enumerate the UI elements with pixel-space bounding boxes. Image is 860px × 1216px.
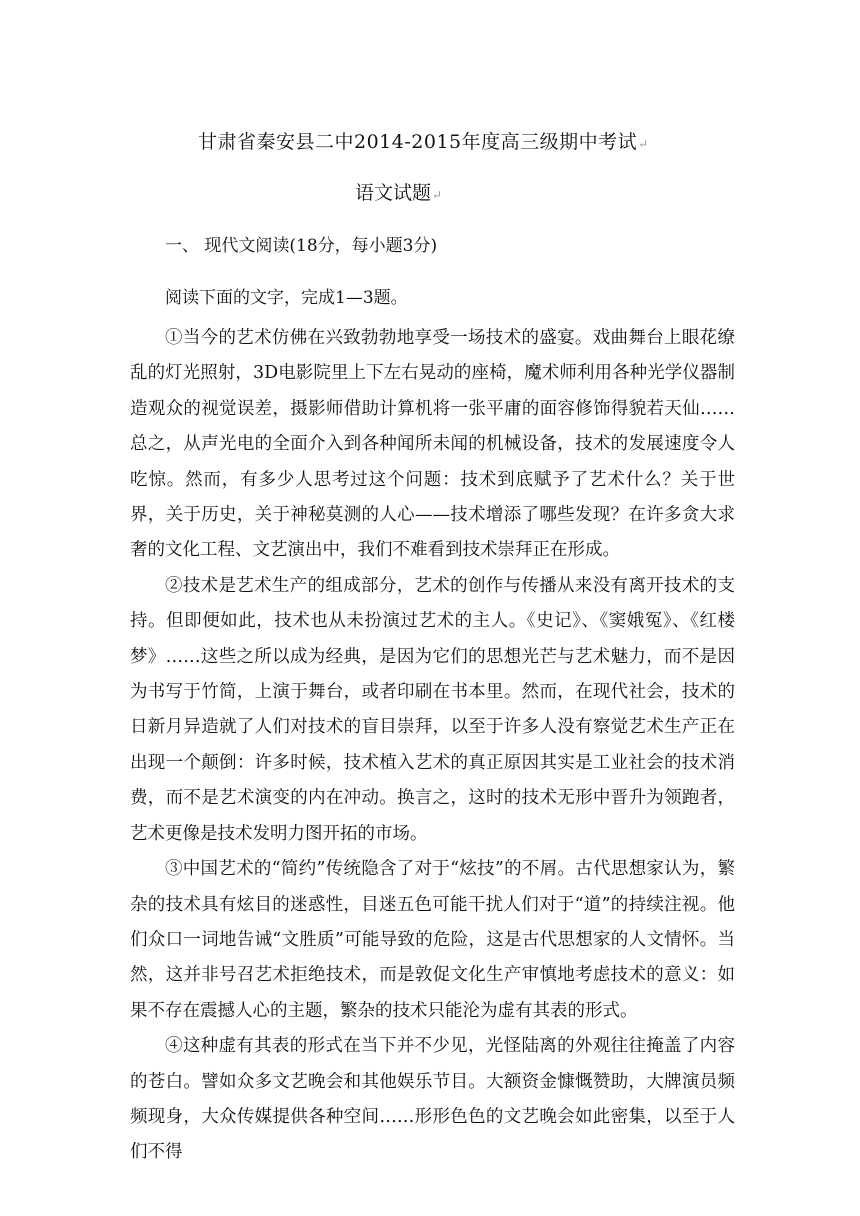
passage-paragraph-3: ③中国艺术的“简约”传统隐含了对于“炫技”的不屑。古代思想家认为，繁杂的技术具有炫目的迷惑性，目迷五色可能干扰人们对于“道”的持续注视。他们众口一词地告诫“文胜质”可能导致的危险，这是古代思想家的人文情怀。当然，这并非号召艺术拒绝技术，而是敦促文化生产审慎地考虑技术的意义：如果不存在震撼人心的主题，繁杂的技术只能沦为虚有其表的形式。: [130, 859, 735, 1021]
exam-subtitle: [355, 178, 442, 205]
passage-paragraph-2: ②技术是艺术生产的组成部分，艺术的创作与传播从来没有离开技术的支持。但即便如此，技术也从未扮演过艺术的主人。《史记》、《窦娥冤》、《红楼梦》……这些之所以成为经典，是因为它们的思想光芒与艺术魅力，而不是因为书写于竹简，上演于舞台，或者印刷在书本里。然而，在现代社会，技术的日新月异造就了人们对技术的盲目崇拜，以至于许多人没有察觉艺术生产正在出现一个颠倒：许多时候，技术植入艺术的真正原因其实是工业社会的技术消费，而不是艺术演变的内在冲动。换言之，这时的技术无形中晋升为领跑者，艺术更像是技术发明力图开拓的市场。: [130, 575, 735, 844]
passage-paragraph-4: ④这种虚有其表的形式在当下并不少见，光怪陆离的外观往往掩盖了内容的苍白。譬如众多文艺晚会和其他娱乐节目。大额资金慷慨赞助，大牌演员频频现身，大众传媒提供各种空间……形形色色的文艺晚会如此密集，以至于人们不得: [130, 1036, 735, 1163]
reading-passage: [130, 321, 735, 1171]
paragraph-mark-icon: ↵: [432, 188, 443, 202]
passage-paragraph-1: ①当今的艺术仿佛在兴致勃勃地享受一场技术的盛宴。戏曲舞台上眼花缭乱的灯光照射，3D电影院里上下左右晃动的座椅，魔术师利用各种光学仪器制造观众的视觉误差，摄影师借助计算机将一张平庸的面容修饰得貌若天仙……总之，从声光电的全面介入到各种闻所未闻的机械设备，技术的发展速度令人吃惊。然而，有多少人思考过这个问题：技术到底赋予了艺术什么？关于世界，关于历史，关于神秘莫测的人心——技术增添了哪些发现？在许多贪大求奢的文化工程、文艺演出中，我们不难看到技术崇拜正在形成。: [130, 328, 735, 561]
section-heading: 一、 现代文阅读(18分，每小题3分): [165, 236, 438, 256]
exam-subtitle-text: 语文试题: [355, 182, 432, 204]
exam-title: [198, 127, 649, 154]
paragraph-mark-icon: ↵: [638, 137, 649, 151]
reading-instruction: 阅读下面的文字，完成1—3题。: [165, 288, 408, 308]
exam-title-text: 甘肃省秦安县二中2014-2015年度高三级期中考试: [198, 131, 638, 153]
